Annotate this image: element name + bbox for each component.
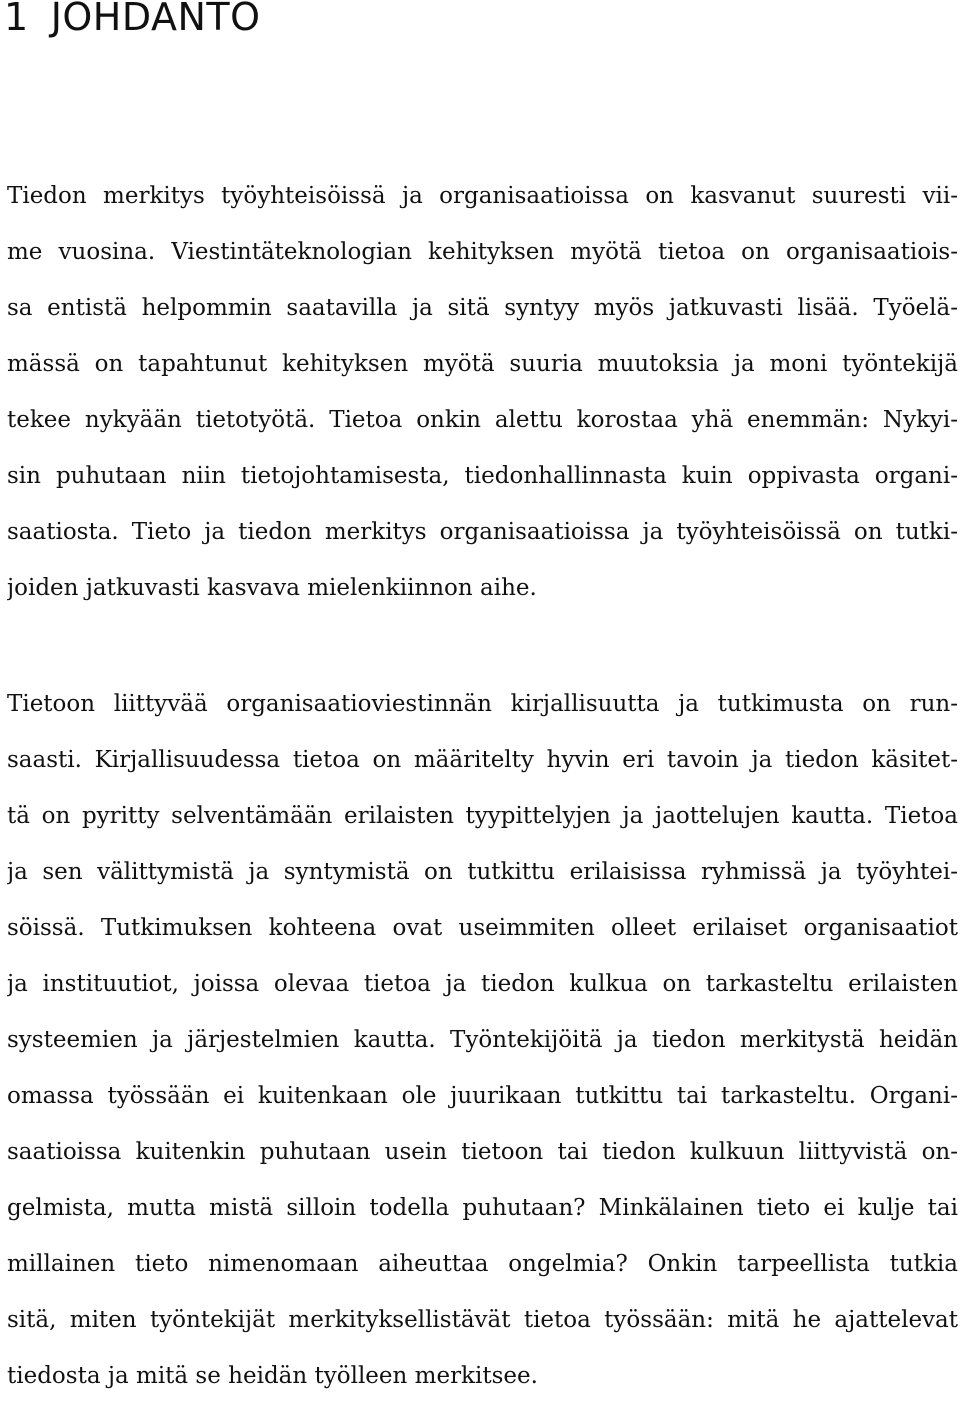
text-line: tä on pyritty selventämään erilaisten tyypittelyjen ja jaottelujen kautta. Tietoa — [7, 803, 958, 829]
text-line: omassa työssään ei kuitenkaan ole juurikaan tutkittu tai tarkasteltu. Organi- — [7, 1083, 958, 1109]
text-line: Tietoon liittyvää organisaatioviestinnän kirjallisuutta ja tutkimusta on run- — [7, 691, 958, 717]
chapter-number: 1 — [4, 0, 29, 39]
text-line: saatiosta. Tieto ja tiedon merkitys organisaatioissa ja työyhteisöissä on tutki- — [7, 519, 958, 545]
text-line: systeemien ja järjestelmien kautta. Työntekijöitä ja tiedon merkitystä heidän — [7, 1027, 958, 1053]
text-line: mässä on tapahtunut kehityksen myötä suuria muutoksia ja moni työntekijä — [7, 351, 958, 377]
chapter-title: JOHDANTO — [50, 0, 261, 39]
text-line: sin puhutaan niin tietojohtamisesta, tiedonhallinnasta kuin oppivasta organi- — [7, 463, 958, 489]
text-line: sa entistä helpommin saatavilla ja sitä syntyy myös jatkuvasti lisää. Työelä- — [7, 295, 958, 321]
text-line: Tiedon merkitys työyhteisöissä ja organisaatioissa on kasvanut suuresti vii- — [7, 183, 958, 209]
text-line: saasti. Kirjallisuudessa tietoa on määritelty hyvin eri tavoin ja tiedon käsitet- — [7, 747, 958, 773]
text-line: me vuosina. Viestintäteknologian kehityksen myötä tietoa on organisaatiois- — [7, 239, 958, 265]
text-line: söissä. Tutkimuksen kohteena ovat useimmiten olleet erilaiset organisaatiot — [7, 915, 958, 941]
text-line: ja sen välittymistä ja syntymistä on tutkittu erilaisissa ryhmissä ja työyhtei- — [7, 859, 958, 885]
text-line: gelmista, mutta mistä silloin todella puhutaan? Minkälainen tieto ei kulje tai — [7, 1195, 958, 1221]
text-line: millainen tieto nimenomaan aiheuttaa ongelmia? Onkin tarpeellista tutkia — [7, 1251, 958, 1277]
text-line: tiedosta ja mitä se heidän työlleen merkitsee. — [7, 1363, 538, 1389]
text-line: joiden jatkuvasti kasvava mielenkiinnon aihe. — [7, 575, 537, 601]
text-line: ja instituutiot, joissa olevaa tietoa ja tiedon kulkua on tarkasteltu erilaisten — [7, 971, 958, 997]
chapter-heading — [4, 0, 261, 40]
text-line: tekee nykyään tietotyötä. Tietoa onkin alettu korostaa yhä enemmän: Nykyi- — [7, 407, 958, 433]
text-line: sitä, miten työntekijät merkityksellistävät tietoa työssään: mitä he ajattelevat — [7, 1307, 958, 1333]
text-line: saatioissa kuitenkin puhutaan usein tietoon tai tiedon kulkuun liittyvistä on- — [7, 1139, 958, 1165]
